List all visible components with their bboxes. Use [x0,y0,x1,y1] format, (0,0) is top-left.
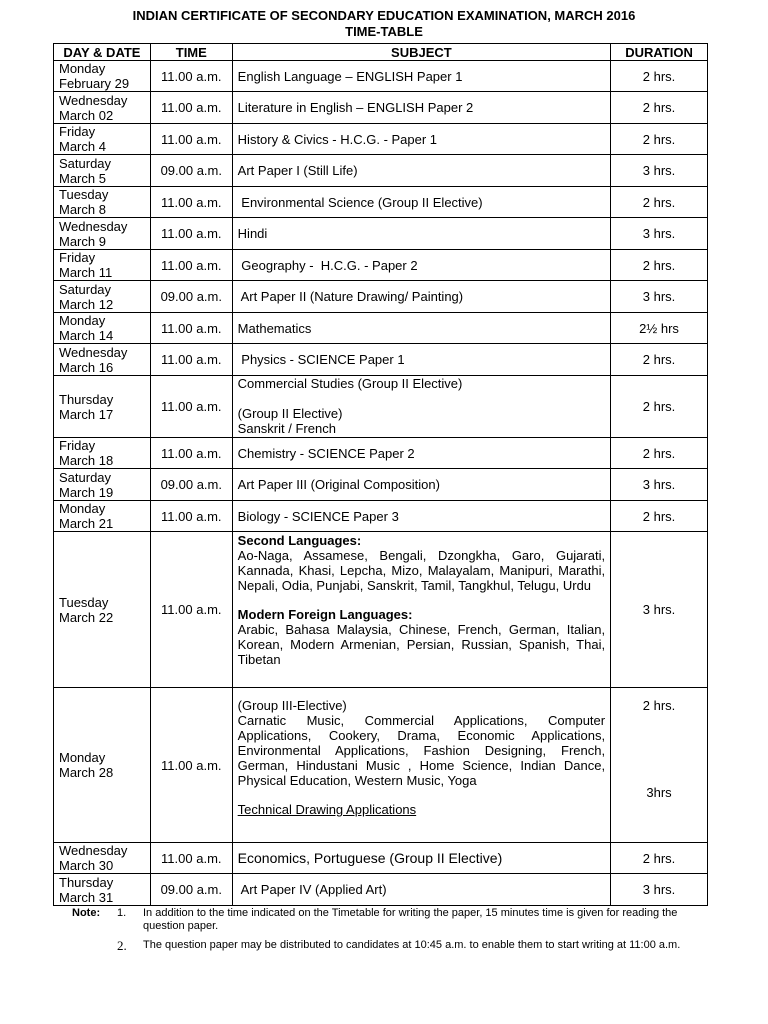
date-cell [54,281,151,313]
language-list: Ao-Naga, Assamese, Bengali, Dzongkha, Garo, Gujarati, Kannada, Khasi, Lepcha, Mizo, Malayalam, Manipuri, Marathi, Nepali, Odia, Punjabi, Sanskrit, Tamil, Tangkhul, Telugu, Urdu [237,548,606,593]
day-text: Wednesday [59,843,128,858]
duration-cell: 3 hrs. [611,155,708,187]
time-cell: 11.00 a.m. [150,187,232,218]
duration-cell: 2 hrs. [611,344,708,376]
table-row [54,438,708,469]
subject-cell: Physics - SCIENCE Paper 1 [232,344,610,376]
time-cell: 09.00 a.m. [150,155,232,187]
duration-cell: 2 hrs. [611,187,708,218]
day-text: Friday [59,124,96,139]
subject-cell: Art Paper IV (Applied Art) [232,874,610,906]
subject-cell: Geography - H.C.G. - Paper 2 [232,250,610,281]
day-text: Saturday [59,155,112,171]
time-cell: 11.00 a.m. [150,376,232,438]
technical-drawing-subject: Technical Drawing Applications [237,802,417,817]
table-row-commercial [54,376,708,438]
day-text: Thursday [59,391,114,407]
date-text: March 8 [59,202,106,217]
date-cell [54,843,151,874]
date-cell [54,218,151,250]
note-text: The question paper may be distributed to candidates at 10:45 a.m. to enable them to start writing at 11:00 a.m. [143,939,681,951]
note-item [72,939,712,952]
table-row [54,874,708,906]
time-cell: 09.00 a.m. [150,874,232,906]
time-cell: 11.00 a.m. [150,313,232,344]
time-cell: 11.00 a.m. [150,688,232,843]
date-text: March 12 [59,296,114,312]
section-heading: Second Languages: [237,533,362,548]
date-text: February 29 [59,76,130,91]
date-text: March 16 [59,359,114,375]
time-cell: 11.00 a.m. [150,501,232,532]
day-text: Monday [59,750,106,765]
day-text: Friday [59,438,96,453]
timetable [53,43,708,906]
day-text: Monday [59,313,106,328]
note-number: 2. [117,938,127,953]
time-cell: 11.00 a.m. [150,61,232,92]
table-row [54,187,708,218]
time-cell: 11.00 a.m. [150,344,232,376]
note-number: 1. [117,907,127,919]
note-label: Note: [72,907,101,919]
table-row [54,313,708,344]
date-text: March 11 [59,265,113,280]
document-title [0,0,768,40]
subject-line: (Group II Elective) [237,406,343,421]
date-cell [54,61,151,92]
table-body [54,61,708,906]
table-row [54,501,708,532]
duration-cell: 2 hrs. [611,376,708,438]
table-row [54,281,708,313]
subject-line: Sanskrit / French [237,421,336,436]
notes-section [72,907,712,958]
subject-cell: Economics, Portuguese (Group II Elective) [232,843,610,874]
day-text: Monday [59,61,106,76]
duration-cell: 2 hrs. [611,843,708,874]
header-row [54,44,708,61]
column-header: SUBJECT [232,44,610,61]
date-text: March 21 [59,516,114,531]
subject-cell: Biology - SCIENCE Paper 3 [232,501,610,532]
date-cell [54,92,151,124]
subject-cell: Hindi [232,218,610,250]
day-text: Friday [59,250,96,265]
subject-cell [232,532,610,688]
note-item [72,907,712,933]
day-text: Wednesday [59,218,128,234]
subject-cell: Art Paper III (Original Composition) [232,469,610,501]
subtitle-line: TIME-TABLE [345,24,423,39]
date-cell [54,250,151,281]
column-header: DAY & DATE [54,44,151,61]
table-row [54,124,708,155]
date-text: March 22 [59,609,114,625]
date-text: March 18 [59,453,114,468]
table-row-group3 [54,688,708,843]
time-cell: 11.00 a.m. [150,250,232,281]
duration-cell: 3 hrs. [611,874,708,906]
date-text: March 9 [59,233,106,249]
duration-cell: 2 hrs. [611,501,708,532]
date-text: March 19 [59,484,114,500]
date-text: March 31 [59,889,114,905]
subject-line: Commercial Studies (Group II Elective) [237,376,463,391]
table-row [54,344,708,376]
subject-cell: Mathematics [232,313,610,344]
date-cell [54,501,151,532]
date-text: March 4 [59,139,106,154]
table-row [54,218,708,250]
time-cell: 09.00 a.m. [150,281,232,313]
duration-text: 2 hrs. [642,698,676,713]
date-cell [54,344,151,376]
note-text: In addition to the time indicated on the Timetable for writing the paper, 15 minutes time is given for reading the question paper. [143,907,678,932]
time-cell: 11.00 a.m. [150,438,232,469]
duration-cell: 2 hrs. [611,61,708,92]
day-text: Tuesday [59,187,109,202]
title-line: INDIAN CERTIFICATE OF SECONDARY EDUCATION EXAMINATION, MARCH 2016 [132,8,636,23]
date-cell [54,376,151,438]
time-cell: 11.00 a.m. [150,218,232,250]
column-header: TIME [150,44,232,61]
date-text: March 17 [59,406,114,422]
day-text: Saturday [59,281,112,297]
day-text: Thursday [59,874,114,890]
date-text: March 5 [59,170,106,186]
table-row [54,250,708,281]
subject-cell: Literature in English – ENGLISH Paper 2 [232,92,610,124]
day-text: Wednesday [59,344,128,360]
subject-list: Carnatic Music, Commercial Applications, Computer Applications, Cookery, Drama, Economic Applications, Environmental Applications, Fashion Designing, French, German, Hindustani Music , Home Science, Indian Dance, Physical Education, Western Music, Yoga [237,713,606,788]
date-text: March 02 [59,107,114,123]
day-text: Monday [59,501,106,516]
duration-cell: 3 hrs. [611,532,708,688]
date-cell [54,874,151,906]
subject-cell: English Language – ENGLISH Paper 1 [232,61,610,92]
table-row [54,843,708,874]
subject-cell: Environmental Science (Group II Elective) [232,187,610,218]
subject-cell: Chemistry - SCIENCE Paper 2 [232,438,610,469]
date-cell [54,155,151,187]
date-text: March 30 [59,858,114,873]
table-row [54,92,708,124]
subject-cell: Art Paper II (Nature Drawing/ Painting) [232,281,610,313]
day-text: Tuesday [59,594,109,610]
table-row-languages [54,532,708,688]
duration-cell: 2 hrs. [611,124,708,155]
time-cell: 11.00 a.m. [150,843,232,874]
language-list: Arabic, Bahasa Malaysia, Chinese, French, German, Italian, Korean, Modern Armenian, Persian, Russian, Spanish, Thai, Tibetan [237,622,606,667]
date-cell [54,313,151,344]
column-header: DURATION [611,44,708,61]
date-text: March 14 [59,328,114,343]
date-cell [54,438,151,469]
day-text: Saturday [59,469,112,485]
table-row [54,155,708,187]
duration-cell: 2 hrs. [611,250,708,281]
table-row [54,61,708,92]
time-cell: 11.00 a.m. [150,532,232,688]
date-text: March 28 [59,765,114,780]
duration-cell: 3 hrs. [611,281,708,313]
subject-cell [232,376,610,438]
date-cell [54,688,151,843]
duration-cell [611,688,708,843]
duration-cell: 3 hrs. [611,218,708,250]
day-text: Wednesday [59,92,128,108]
date-cell [54,469,151,501]
subject-cell [232,688,610,843]
time-cell: 11.00 a.m. [150,124,232,155]
time-cell: 11.00 a.m. [150,92,232,124]
duration-cell: 2½ hrs [611,313,708,344]
section-heading: (Group III-Elective) [237,698,347,713]
subject-cell: History & Civics - H.C.G. - Paper 1 [232,124,610,155]
time-cell: 09.00 a.m. [150,469,232,501]
date-cell [54,124,151,155]
duration-text: 3hrs [646,785,672,800]
subject-cell: Art Paper I (Still Life) [232,155,610,187]
duration-cell: 3 hrs. [611,469,708,501]
duration-cell: 2 hrs. [611,92,708,124]
date-cell [54,532,151,688]
date-cell [54,187,151,218]
duration-cell: 2 hrs. [611,438,708,469]
section-heading: Modern Foreign Languages: [237,607,413,622]
table-row [54,469,708,501]
